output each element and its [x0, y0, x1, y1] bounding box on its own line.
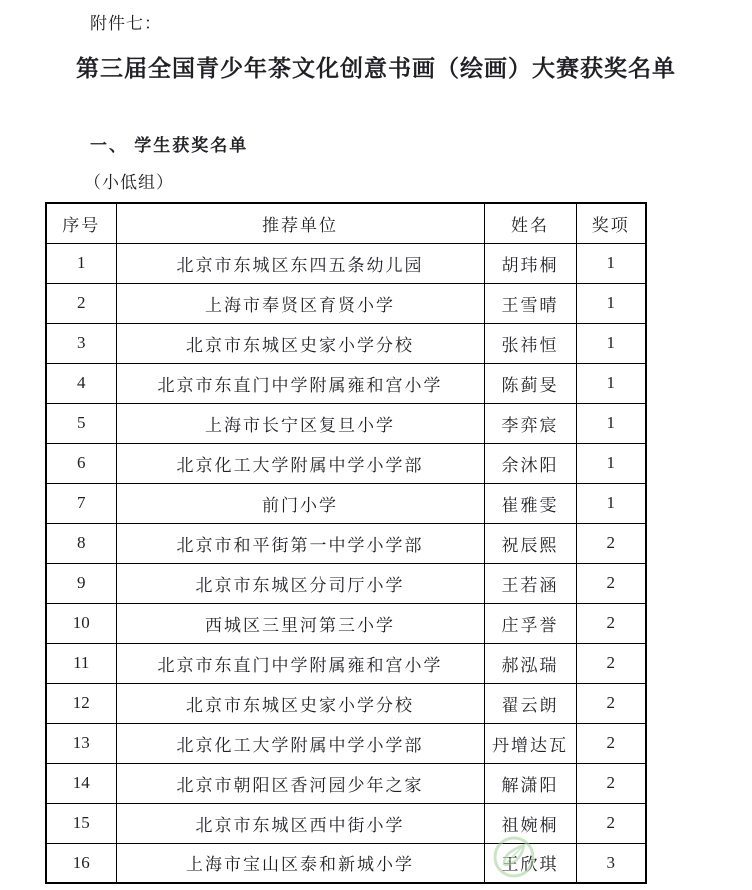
cell-unit: 北京化工大学附属中学小学部	[116, 723, 484, 763]
column-header-unit: 推荐单位	[116, 203, 484, 243]
cell-number: 4	[46, 363, 116, 403]
cell-name: 郝泓瑞	[484, 643, 576, 683]
table-row	[46, 283, 646, 323]
column-header-award: 奖项	[576, 203, 646, 243]
cell-name: 余沐阳	[484, 443, 576, 483]
cell-unit: 北京市东城区史家小学分校	[116, 683, 484, 723]
cell-unit: 北京市东城区分司厅小学	[116, 563, 484, 603]
cell-unit: 前门小学	[116, 483, 484, 523]
table-row	[46, 323, 646, 363]
cell-award: 2	[576, 763, 646, 803]
cell-award: 1	[576, 363, 646, 403]
table-row	[46, 643, 646, 683]
table-row	[46, 243, 646, 283]
cell-number: 16	[46, 843, 116, 883]
table-row	[46, 683, 646, 723]
cell-award: 3	[576, 843, 646, 883]
cell-unit: 北京市东城区西中街小学	[116, 803, 484, 843]
award-table	[45, 202, 647, 884]
cell-unit: 北京市东直门中学附属雍和宫小学	[116, 363, 484, 403]
cell-unit: 北京市东直门中学附属雍和宫小学	[116, 643, 484, 683]
cell-unit: 北京市和平街第一中学小学部	[116, 523, 484, 563]
page-title: 第三届全国青少年茶文化创意书画（绘画）大赛获奖名单	[76, 56, 676, 81]
cell-number: 9	[46, 563, 116, 603]
cell-unit: 上海市长宁区复旦小学	[116, 403, 484, 443]
cell-name: 王若涵	[484, 563, 576, 603]
column-header-name: 姓名	[484, 203, 576, 243]
attachment-label: 附件七：	[90, 14, 162, 33]
cell-name: 王欣琪	[484, 843, 576, 883]
cell-unit: 北京化工大学附属中学小学部	[116, 443, 484, 483]
cell-award: 2	[576, 563, 646, 603]
cell-number: 11	[46, 643, 116, 683]
cell-name: 祝辰熙	[484, 523, 576, 563]
cell-name: 翟云朗	[484, 683, 576, 723]
cell-name: 庄孚誉	[484, 603, 576, 643]
table-body	[46, 243, 646, 883]
cell-number: 12	[46, 683, 116, 723]
cell-unit: 北京市朝阳区香河园少年之家	[116, 763, 484, 803]
table-row	[46, 723, 646, 763]
cell-name: 陈蓟旻	[484, 363, 576, 403]
table-row	[46, 803, 646, 843]
cell-award: 2	[576, 523, 646, 563]
cell-award: 1	[576, 443, 646, 483]
cell-award: 1	[576, 323, 646, 363]
cell-unit: 北京市东城区史家小学分校	[116, 323, 484, 363]
group-label: （小低组）	[84, 173, 174, 192]
cell-award: 2	[576, 603, 646, 643]
cell-award: 1	[576, 283, 646, 323]
cell-name: 丹增达瓦	[484, 723, 576, 763]
cell-number: 13	[46, 723, 116, 763]
cell-name: 崔雅雯	[484, 483, 576, 523]
table-header	[46, 203, 646, 243]
cell-award: 2	[576, 723, 646, 763]
cell-number: 14	[46, 763, 116, 803]
cell-award: 2	[576, 643, 646, 683]
cell-name: 胡玮桐	[484, 243, 576, 283]
cell-number: 15	[46, 803, 116, 843]
cell-unit: 上海市宝山区泰和新城小学	[116, 843, 484, 883]
cell-name: 祖婉桐	[484, 803, 576, 843]
cell-name: 李弈宸	[484, 403, 576, 443]
cell-unit: 上海市奉贤区育贤小学	[116, 283, 484, 323]
cell-unit: 西城区三里河第三小学	[116, 603, 484, 643]
table-row	[46, 563, 646, 603]
cell-award: 2	[576, 683, 646, 723]
cell-number: 6	[46, 443, 116, 483]
cell-number: 5	[46, 403, 116, 443]
section-heading: 一、 学生获奖名单	[90, 136, 249, 155]
cell-number: 1	[46, 243, 116, 283]
cell-award: 2	[576, 803, 646, 843]
table-row	[46, 523, 646, 563]
cell-name: 张祎恒	[484, 323, 576, 363]
header-row	[46, 203, 646, 243]
cell-award: 1	[576, 243, 646, 283]
cell-number: 3	[46, 323, 116, 363]
table-row	[46, 843, 646, 883]
cell-award: 1	[576, 483, 646, 523]
cell-name: 解潇阳	[484, 763, 576, 803]
table-row	[46, 483, 646, 523]
cell-number: 7	[46, 483, 116, 523]
cell-name: 王雪晴	[484, 283, 576, 323]
table-row	[46, 603, 646, 643]
cell-number: 2	[46, 283, 116, 323]
cell-number: 10	[46, 603, 116, 643]
cell-unit: 北京市东城区东四五条幼儿园	[116, 243, 484, 283]
cell-number: 8	[46, 523, 116, 563]
table-row	[46, 403, 646, 443]
table-row	[46, 363, 646, 403]
table-row	[46, 443, 646, 483]
cell-award: 1	[576, 403, 646, 443]
table-row	[46, 763, 646, 803]
column-header-no: 序号	[46, 203, 116, 243]
